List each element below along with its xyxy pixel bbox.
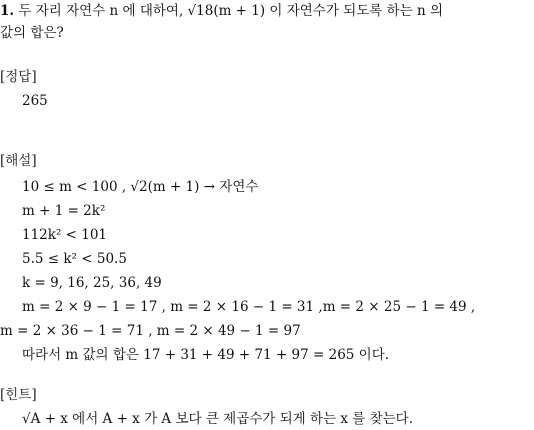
explanation-line: k = 9, 16, 25, 36, 49	[22, 275, 162, 291]
problem-number: 1.	[0, 3, 15, 19]
explanation-line: m = 2 × 36 − 1 = 71 , m = 2 × 49 − 1 = 97	[0, 323, 301, 339]
explanation-line: 5.5 ≤ k² < 50.5	[22, 251, 127, 267]
hint-header: [힌트]	[0, 387, 37, 403]
explanation-line: 따라서 m 값의 합은 17 + 31 + 49 + 71 + 97 = 265 이다.	[22, 347, 390, 363]
hint-text: √A + x 에서 A + x 가 A 보다 큰 제곱수가 되게 하는 x 를 찾는다.	[22, 411, 414, 427]
explanation-line: 112k² < 101	[22, 227, 108, 243]
problem-line-2: 값의 합은?	[0, 25, 64, 41]
problem-line-1	[0, 2, 443, 20]
explanation-line: m = 2 × 9 − 1 = 17 , m = 2 × 16 − 1 = 31 ,m = 2 × 25 − 1 = 49 ,	[22, 299, 476, 315]
explanation-line: 10 ≤ m < 100 , √2(m + 1) → 자연수	[22, 179, 259, 195]
answer-value: 265	[22, 93, 48, 109]
explanation-header: [해설]	[0, 153, 37, 169]
answer-header: [정답]	[0, 69, 37, 85]
problem-text: 두 자리 자연수 n 에 대하여, √18(m + 1) 이 자연수가 되도록 하는 n 의	[18, 3, 444, 19]
explanation-line: m + 1 = 2k²	[22, 203, 106, 219]
